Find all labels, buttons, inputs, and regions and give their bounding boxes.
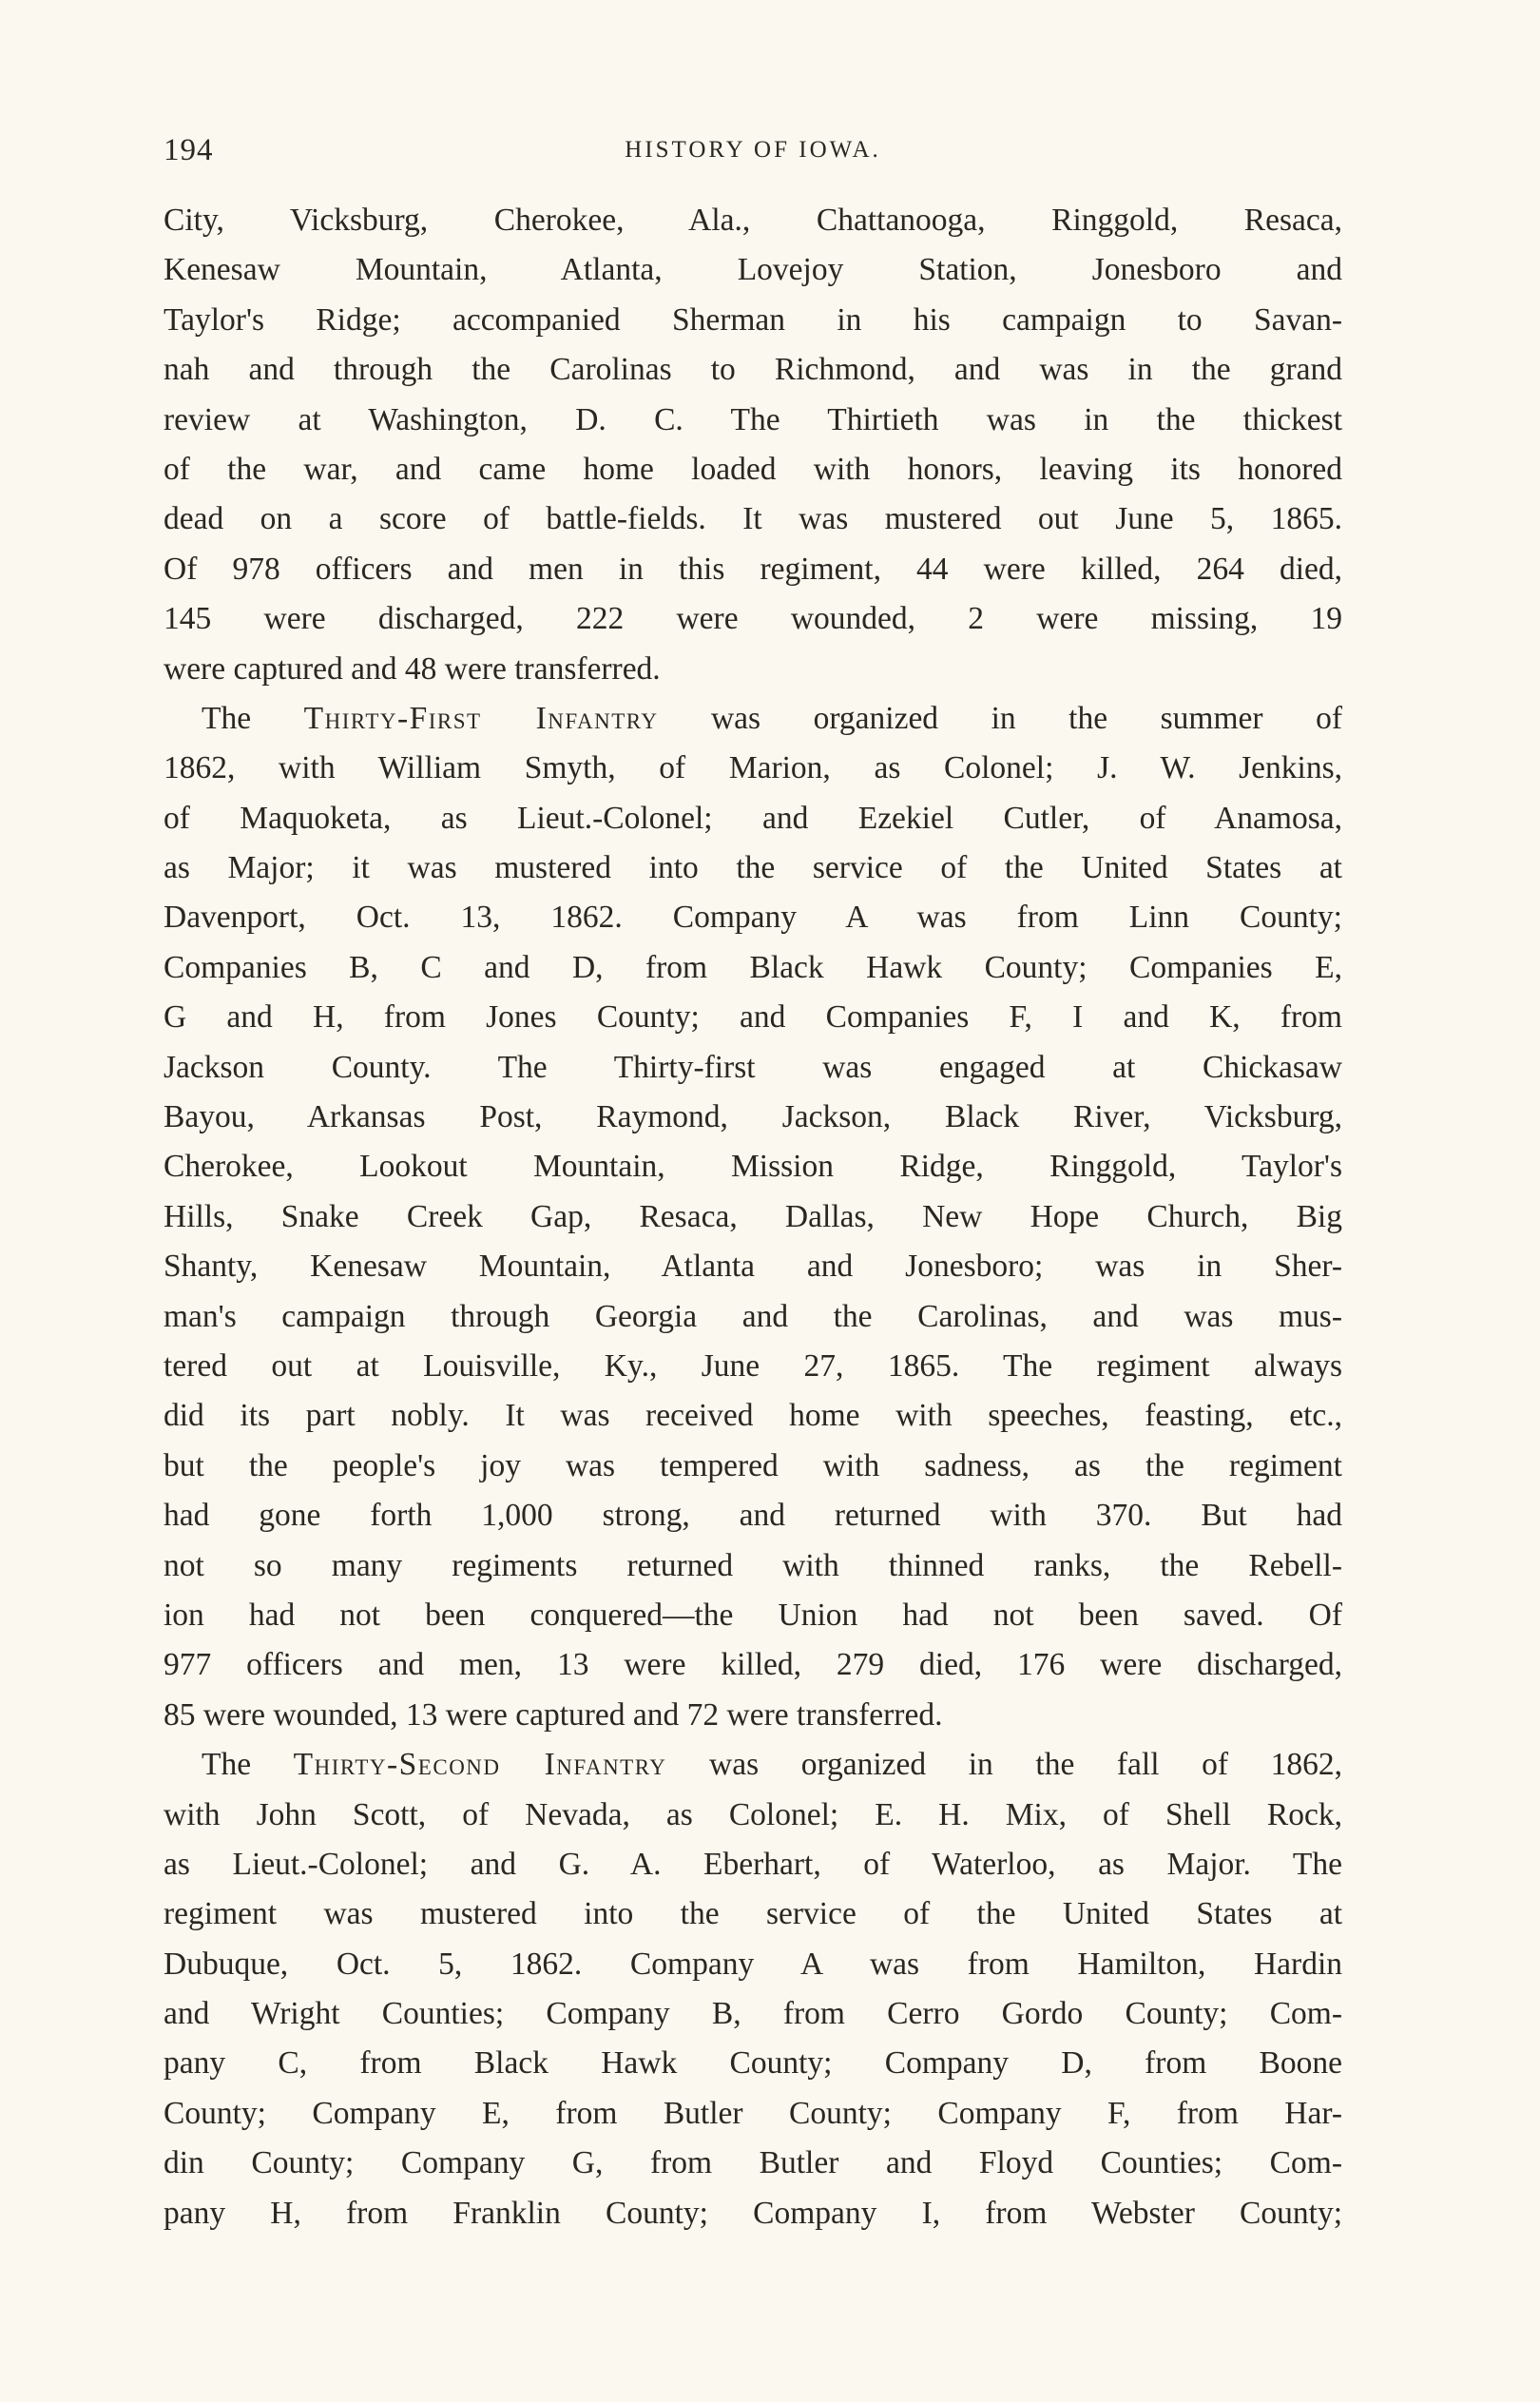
page-header — [164, 133, 1342, 175]
text-line: Kenesaw Mountain, Atlanta, Lovejoy Station, Jonesboro and — [164, 252, 1342, 288]
text-line: not so many regiments returned with thinned ranks, the Rebell- — [164, 1547, 1342, 1583]
text-line: ion had not been conquered—the Union had not been saved. Of — [164, 1597, 1342, 1633]
text-line: but the people's joy was tempered with sadness, as the regiment — [164, 1447, 1342, 1483]
text-line: 1862, with William Smyth, of Marion, as Colonel; J. W. Jenkins, — [164, 750, 1342, 786]
text-line: Dubuque, Oct. 5, 1862. Company A was from Hamilton, Hardin — [164, 1946, 1342, 1982]
text-line: of the war, and came home loaded with honors, leaving its honored — [164, 451, 1342, 487]
text-line: as Lieut.-Colonel; and G. A. Eberhart, of Waterloo, as Major. The — [164, 1846, 1342, 1882]
text-line: nah and through the Carolinas to Richmond, and was in the grand — [164, 352, 1342, 388]
text-line: regiment was mustered into the service of the United States at — [164, 1896, 1342, 1932]
text-line: Davenport, Oct. 13, 1862. Company A was from Linn County; — [164, 900, 1342, 936]
text-line: tered out at Louisville, Ky., June 27, 1865. The regiment always — [164, 1347, 1342, 1384]
text-line: were captured and 48 were transferred. — [164, 650, 661, 687]
text-line: pany C, from Black Hawk County; Company D, from Boone — [164, 2045, 1342, 2082]
body-text — [164, 196, 1342, 2238]
lead-text: was organized in the summer of — [658, 700, 1342, 736]
text-line: 145 were discharged, 222 were wounded, 2 were missing, 19 — [164, 601, 1342, 637]
text-line: Companies B, C and D, from Black Hawk County; Companies E, — [164, 949, 1342, 985]
text-line: 85 were wounded, 13 were captured and 72 were transferred. — [164, 1696, 943, 1733]
text-line: man's campaign through Georgia and the Carolinas, and was mus- — [164, 1298, 1342, 1334]
text-line: Hills, Snake Creek Gap, Resaca, Dallas, New Hope Church, Big — [164, 1198, 1342, 1234]
running-head: HISTORY OF IOWA. — [625, 137, 881, 163]
text-line: Jackson County. The Thirty-first was engaged at Chickasaw — [164, 1049, 1342, 1085]
text-line: pany H, from Franklin County; Company I, from Webster County; — [164, 2195, 1342, 2231]
text-line: din County; Company G, from Butler and Floyd Counties; Com- — [164, 2145, 1342, 2181]
regiment-heading-thirty-second: Thirty-Second Infantry — [293, 1747, 667, 1783]
text-line: City, Vicksburg, Cherokee, Ala., Chattanooga, Ringgold, Resaca, — [164, 203, 1342, 238]
text-line: as Major; it was mustered into the service of the United States at — [164, 850, 1342, 886]
text-line: County; Company E, from Butler County; Company F, from Har- — [164, 2095, 1342, 2131]
text-line: Bayou, Arkansas Post, Raymond, Jackson, Black River, Vicksburg, — [164, 1099, 1342, 1135]
text-line: of Maquoketa, as Lieut.-Colonel; and Ezekiel Cutler, of Anamosa, — [164, 800, 1342, 836]
paragraph-start-thirty-first — [164, 694, 1342, 744]
text-line: Taylor's Ridge; accompanied Sherman in his campaign to Savan- — [164, 301, 1342, 338]
text-line: review at Washington, D. C. The Thirtieth was in the thickest — [164, 401, 1342, 437]
text-line: Cherokee, Lookout Mountain, Mission Ridge, Ringgold, Taylor's — [164, 1149, 1342, 1185]
regiment-heading-thirty-first: Thirty-First Infantry — [303, 700, 659, 736]
text-line: with John Scott, of Nevada, as Colonel; E. H. Mix, of Shell Rock, — [164, 1796, 1342, 1832]
text-line: G and H, from Jones County; and Companies F, I and K, from — [164, 999, 1342, 1036]
text-line: and Wright Counties; Company B, from Cerro Gordo County; Com- — [164, 1996, 1342, 2032]
lead-word: The — [202, 1747, 294, 1783]
lead-text: was organized in the fall of 1862, — [666, 1747, 1342, 1783]
text-line: 977 officers and men, 13 were killed, 279 died, 176 were discharged, — [164, 1647, 1342, 1683]
page-number: 194 — [164, 133, 214, 167]
text-line: Of 978 officers and men in this regiment, 44 were killed, 264 died, — [164, 551, 1342, 587]
text-line: dead on a score of battle-fields. It was mustered out June 5, 1865. — [164, 501, 1342, 537]
paragraph-start-thirty-second — [164, 1740, 1342, 1790]
text-line: had gone forth 1,000 strong, and returned with 370. But had — [164, 1498, 1342, 1534]
text-line: Shanty, Kenesaw Mountain, Atlanta and Jonesboro; was in Sher- — [164, 1249, 1342, 1285]
lead-word: The — [202, 700, 304, 736]
text-line: did its part nobly. It was received home with speeches, feasting, etc., — [164, 1398, 1342, 1434]
